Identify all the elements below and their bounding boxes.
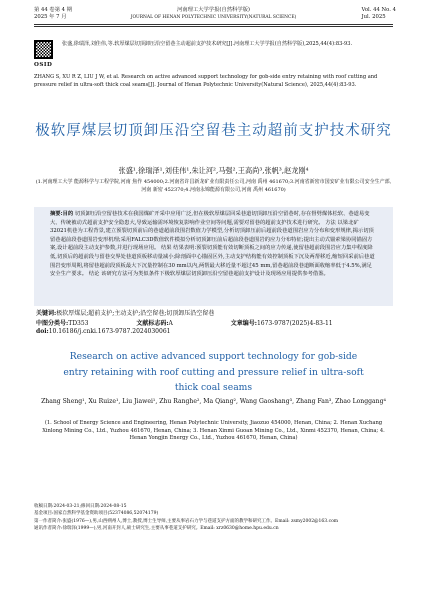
abstract bbox=[50, 210, 375, 279]
footnote-first-author: 第一作者简介:张盛(1976—),男,山西朔州人,博士,教授,博士生导师,主要从事岩石力学与巷道支护方面的教学和研究工作。Email: zsmy2002@163.com bbox=[34, 518, 339, 524]
footnote-corresponding: 通讯作者简介:徐瑞泽(1999—),男,河南开封人,硕士研究生,主要从事巷道支护研究。Email: xrz0630@home.hpu.edu.cn bbox=[34, 526, 279, 532]
authors-cn: 张盛¹,徐瑞泽¹,刘佳伟¹,朱让河²,马强²,王高尚³,张帆³,赵龙刚⁴ bbox=[118, 166, 309, 175]
classification-line: 中图分类号:TD353 文献标志码:A 文章编号:1673-9787(2025)4-83-11 bbox=[36, 320, 333, 327]
doi: doi:10.16186/j.cnki.1673-9787.2024030061 bbox=[36, 328, 171, 335]
header-journal: 河南理工大学学报(自然科学版) JOURNAL OF HENAN POLYTECHNIC UNIVERSITY(NATURAL SCIENCE) bbox=[130, 7, 297, 20]
abstract-target: 目的 bbox=[62, 211, 74, 217]
abstract-label: 摘要: bbox=[50, 211, 63, 217]
authors-en: Zhang Sheng¹, Xu Ruize¹, Liu Jiawei¹, Zhu Ranghe², Ma Qiang², Wang Gaoshang³, Zhang Fan³, Zhao Longgang⁴ bbox=[41, 398, 386, 405]
citation-en: ZHANG S, XU R Z, LIU J W, et al. Research on active advanced support technology for gob-side entry retaining with roof cutting and pressure relief in ultra-soft thick coal seams[J]. Journal of Henan Polytechnic University(Natural Science), 2025,44(4):83-93. bbox=[34, 74, 378, 89]
header-issue: Vol. 44 No. 4 Jul. 2025 bbox=[361, 7, 396, 20]
header-rule-thin bbox=[34, 26, 393, 27]
osid-label: OSID bbox=[34, 62, 53, 68]
keywords: 关键词:极软厚煤层;超前支护;主动支护;沿空留巷;切顶卸压沿空留巷 bbox=[36, 310, 215, 317]
citation-cn: 张盛,徐瑞泽,刘佳伟,等.软厚煤层切顶卸压沿空留巷主动超前支护技术研究[J].河南理工大学学报(自然科学版),2025,44(4):83-93. bbox=[62, 41, 353, 47]
footnotes bbox=[34, 503, 396, 533]
qr-code-icon bbox=[34, 40, 53, 59]
abstract-text: 切顶卸压沿空留巷技术在我国煤矿开采中应用广泛,但在极软厚煤层回采巷道切顶卸压沿空留巷时,存在督劈煤体松软、巷道易变大、传统被动式超前支护安全隐患大,导致运输需环境恢复影响作业空间等问题,需要对留巷的超前支护技术进行研究。 方法 以梁北矿32021机巷为工程背景,建立预裂切顶前后的巷道超前段围岩数值力学模型,分析切顶卸压前后超前段巷道围岩应力分布和变形规律,揭示切顶留巷超前段巷道围岩变形机理;采用FALC3D数值软件模拟分析切顶卸压前后超前段巷道围岩的应力分布特征;提出主动式锚索梁协同锚固方案,设计超前段主动支护参数,并进行现场应用。 结果 结果表明:预裂切顶能有效切断顶板之间的应力传递,使留巷超前段围岩应力集中程度降低,切顶后的超前段与留巷交界处巷道顶板移动量减小;除剖面中心锚固区外,主动支护结构能有效控制顶板下沉及两帮移近,缩短回采前后巷道围岩变形周期,将留巷超前段顶板最大下沉量控制在30 mm以内,两帮最大移近量不超过45 mm,留巷超前段巷道断面收缩率低于4.5%,满足安全生产要求。 结论 该研究方法可为类似条件下极软厚煤层切顶卸压沿空留巷超前支护设计及现场应用提供参考借鉴。 bbox=[50, 211, 375, 278]
affiliations-en: (1. School of Energy Science and Engineering, Henan Polytechnic University, Jiaozuo 454000, Henan, China; 2. Henan Xuchang Xinlong Mining Co., Ltd., Yuzhou 461670, Henan, China; 3. Henan Xinmi Guoan Mining Co., Ltd., Xinmi 452370, Henan, China; 4. Henan Yongjin Energy Co., Ltd., Yuzhou 461670, Henan, China) bbox=[42, 420, 385, 442]
affiliations-cn: (1.河南理工大学 能源科学与工程学院,河南 焦作 454000;2.河南省许昌新龙矿业有限责任公司,河南 禹州 461670;3.河南省新密市国安矿业有限公司安全生产部,河南 新密 452370;4.河南永锦能源有限公司,河南 禹州 461670) bbox=[35, 179, 392, 193]
footnote-received: 收稿日期:2024-03-21;修回日期:2024-08-15 bbox=[34, 504, 127, 509]
paper-title-cn: 极软厚煤层切顶卸压沿空留巷主动超前支护技术研究 bbox=[35, 123, 392, 139]
header-volume: 第 44 卷第 4 期 2025 年 7 月 bbox=[34, 7, 73, 20]
header-rule bbox=[34, 24, 393, 25]
footnote-fund: 基金项目:国家自然科学基金资助项目(52374086,52074179) bbox=[34, 511, 159, 517]
paper-title-en: Research on active advanced support technology for gob-side entry retaining with roof cutting and pressure relief in ultra-soft thick coal seams bbox=[63, 351, 364, 393]
